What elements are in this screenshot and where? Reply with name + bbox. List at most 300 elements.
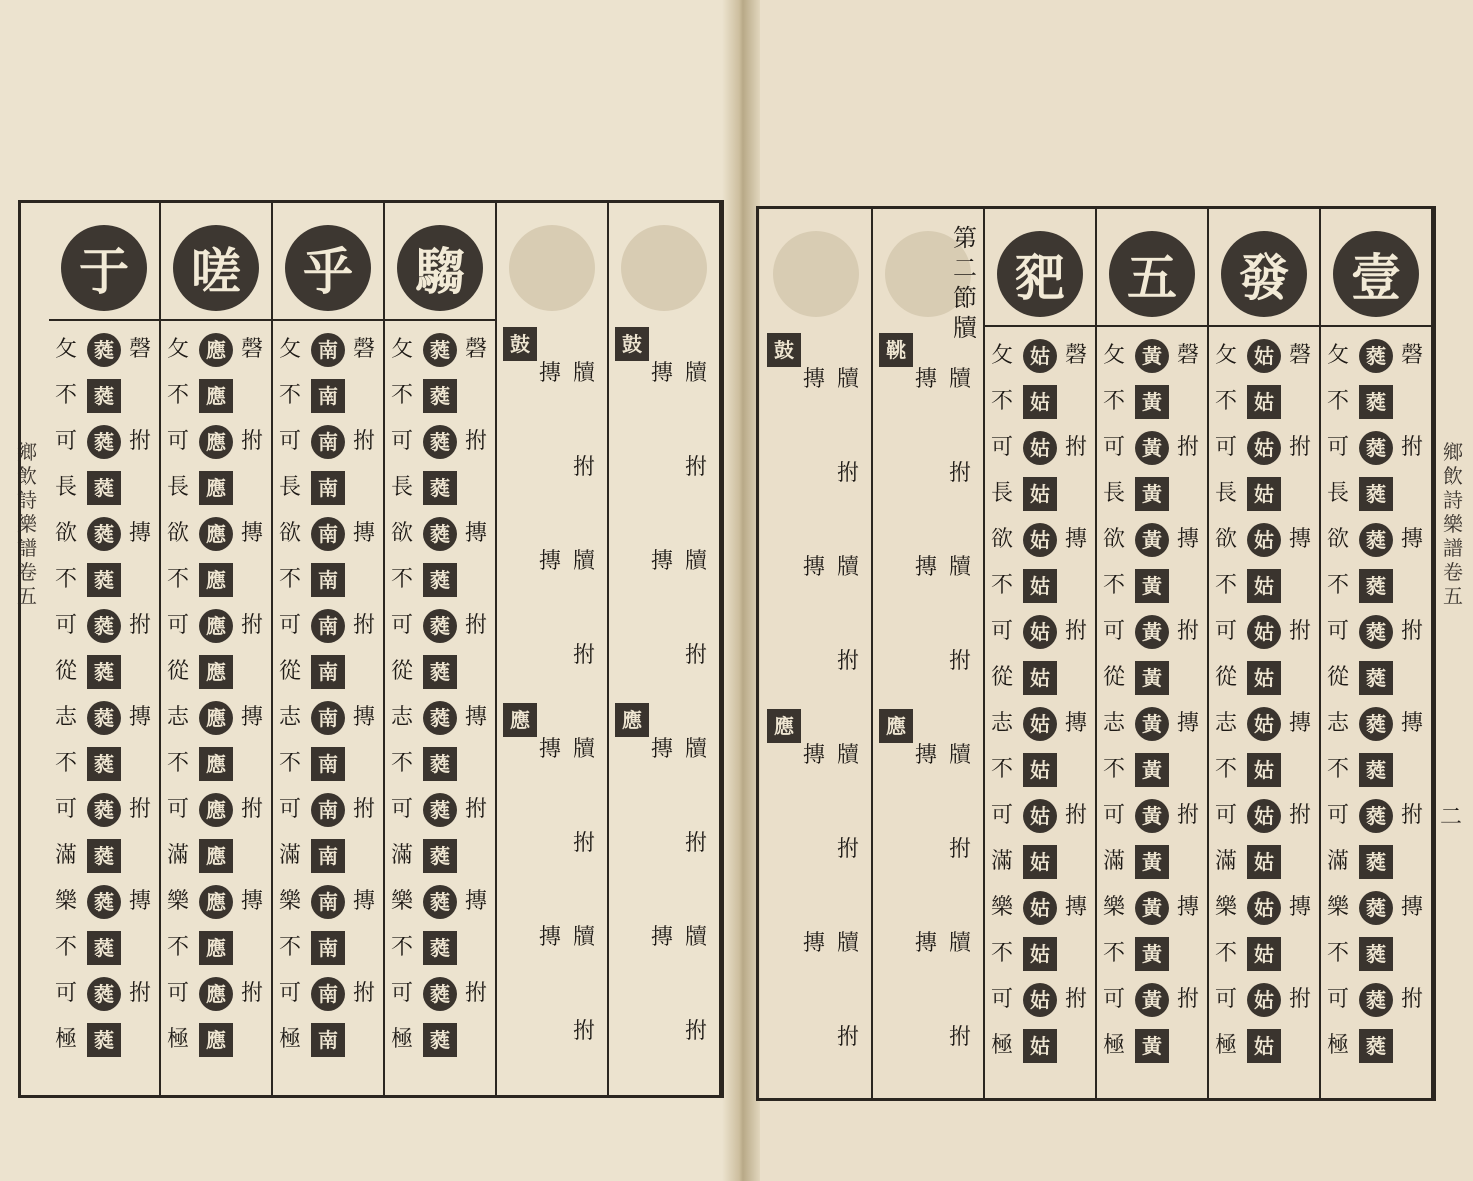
lyric-char: 不 bbox=[55, 751, 78, 776]
lyric-char: 志 bbox=[991, 711, 1014, 736]
pitch-seal: 應 bbox=[199, 471, 233, 505]
lyric-char: 不 bbox=[167, 383, 190, 408]
lyric-char: 從 bbox=[55, 659, 78, 684]
pitch-seal: 蕤 bbox=[423, 701, 457, 735]
pitch-seal: 姑 bbox=[1247, 615, 1281, 649]
drum-text: 牘 bbox=[949, 743, 972, 768]
pitch-seal: 南 bbox=[311, 701, 345, 735]
header-divider bbox=[49, 319, 159, 321]
pitch-seal: 姑 bbox=[1023, 799, 1057, 833]
percussion-note: 摶 bbox=[1289, 711, 1312, 736]
percussion-note: 磬 bbox=[353, 337, 376, 362]
lyric-char: 不 bbox=[279, 935, 302, 960]
lyric-char: 欲 bbox=[55, 521, 78, 546]
lyric-char: 可 bbox=[279, 613, 302, 638]
lyric-char: 長 bbox=[279, 475, 302, 500]
lyric-char: 極 bbox=[391, 1027, 414, 1052]
notation-lines bbox=[273, 323, 383, 1095]
pitch-seal: 姑 bbox=[1023, 339, 1057, 373]
lyric-char: 滿 bbox=[391, 843, 414, 868]
pitch-seal: 蕤 bbox=[87, 379, 121, 413]
lyric-char: 志 bbox=[279, 705, 302, 730]
pitch-seal: 南 bbox=[311, 931, 345, 965]
lyric-char: 從 bbox=[391, 659, 414, 684]
lyric-char: 不 bbox=[279, 383, 302, 408]
percussion-note: 磬 bbox=[129, 337, 152, 362]
pitch-seal: 蕤 bbox=[87, 563, 121, 597]
lyric-char: 不 bbox=[167, 935, 190, 960]
lyric-text-line bbox=[55, 327, 77, 1063]
lyric-char: 可 bbox=[1327, 619, 1350, 644]
lyric-column bbox=[161, 203, 273, 1095]
pitch-seal-line bbox=[199, 327, 233, 1063]
lyric-char: 可 bbox=[55, 613, 78, 638]
pitch-seal: 姑 bbox=[1247, 845, 1281, 879]
pitch-seal: 姑 bbox=[1023, 891, 1057, 925]
pitch-seal: 蕤 bbox=[1359, 891, 1393, 925]
pitch-seal: 姑 bbox=[1023, 1029, 1057, 1063]
drum-stroke: 摶 bbox=[803, 743, 826, 768]
lyric-character-seal: 乎 bbox=[285, 225, 371, 311]
lyric-char: 可 bbox=[1327, 987, 1350, 1012]
lyric-char: 長 bbox=[167, 475, 190, 500]
pitch-seal: 應 bbox=[199, 517, 233, 551]
section-char: 節 bbox=[953, 284, 977, 312]
lyric-text-line bbox=[1103, 333, 1125, 1069]
pitch-seal-line bbox=[311, 327, 345, 1063]
lyric-char: 可 bbox=[991, 987, 1014, 1012]
percussion-note: 拊 bbox=[1177, 619, 1200, 644]
lyric-char: 不 bbox=[55, 383, 78, 408]
drum-stroke: 摶 bbox=[915, 931, 938, 956]
lyric-char: 可 bbox=[1215, 987, 1238, 1012]
drum-text: 牘 bbox=[685, 549, 708, 574]
percussion-note: 摶 bbox=[129, 889, 152, 914]
percussion-note: 拊 bbox=[353, 797, 376, 822]
pitch-seal-line bbox=[1247, 333, 1281, 1069]
faded-seal bbox=[773, 231, 859, 317]
drum-text: 拊 bbox=[685, 831, 708, 856]
lyric-char: 可 bbox=[55, 981, 78, 1006]
lyric-char: 不 bbox=[991, 573, 1014, 598]
lyric-char: 不 bbox=[991, 757, 1014, 782]
drum-text: 拊 bbox=[949, 461, 972, 486]
lyric-char: 不 bbox=[991, 389, 1014, 414]
lyric-char: 樂 bbox=[1327, 895, 1350, 920]
lyric-char: 不 bbox=[391, 383, 414, 408]
pitch-seal: 蕤 bbox=[423, 379, 457, 413]
margin-char: 五 bbox=[1443, 584, 1463, 608]
lyric-char: 攵 bbox=[1215, 343, 1238, 368]
pitch-seal: 姑 bbox=[1023, 385, 1057, 419]
pitch-seal: 蕤 bbox=[1359, 431, 1393, 465]
percussion-column bbox=[609, 203, 721, 1095]
pitch-seal: 應 bbox=[199, 793, 233, 827]
drum-stroke: 摶 bbox=[651, 925, 674, 950]
percussion-note-line bbox=[1177, 333, 1199, 1023]
percussion-note: 摶 bbox=[353, 521, 376, 546]
pitch-seal: 姑 bbox=[1247, 523, 1281, 557]
lyric-char: 長 bbox=[55, 475, 78, 500]
pitch-seal: 蕤 bbox=[1359, 753, 1393, 787]
percussion-note: 拊 bbox=[1065, 803, 1088, 828]
pitch-seal: 蕤 bbox=[87, 517, 121, 551]
percussion-note: 摶 bbox=[241, 521, 264, 546]
pitch-seal: 南 bbox=[311, 885, 345, 919]
drum-text-line bbox=[573, 327, 595, 1079]
pitch-seal: 姑 bbox=[1023, 707, 1057, 741]
lyric-char: 不 bbox=[279, 751, 302, 776]
drum-text-line bbox=[685, 327, 707, 1079]
pitch-seal: 蕤 bbox=[423, 885, 457, 919]
pitch-seal: 姑 bbox=[1023, 523, 1057, 557]
drum-text: 牘 bbox=[685, 361, 708, 386]
header-cell bbox=[1209, 223, 1319, 325]
drum-text: 牘 bbox=[949, 931, 972, 956]
header-cell bbox=[161, 217, 271, 319]
header-divider bbox=[385, 319, 495, 321]
lyric-char: 不 bbox=[1327, 389, 1350, 414]
drum-box: 鼓 bbox=[503, 327, 537, 361]
percussion-note: 拊 bbox=[129, 613, 152, 638]
lyric-char: 從 bbox=[991, 665, 1014, 690]
margin-char: 飲 bbox=[1443, 464, 1463, 488]
percussion-note: 摶 bbox=[1065, 711, 1088, 736]
pitch-seal: 南 bbox=[311, 379, 345, 413]
pitch-seal: 黃 bbox=[1135, 339, 1169, 373]
pitch-seal: 黃 bbox=[1135, 983, 1169, 1017]
drum-box: 應 bbox=[503, 703, 537, 737]
lyric-char: 可 bbox=[167, 981, 190, 1006]
pitch-seal: 黃 bbox=[1135, 615, 1169, 649]
lyric-char: 可 bbox=[1215, 435, 1238, 460]
lyric-char: 不 bbox=[1103, 573, 1126, 598]
lyric-character-seal: 騶 bbox=[397, 225, 483, 311]
percussion-note: 拊 bbox=[1177, 987, 1200, 1012]
lyric-char: 長 bbox=[1215, 481, 1238, 506]
pitch-seal: 黃 bbox=[1135, 891, 1169, 925]
lyric-char: 樂 bbox=[1103, 895, 1126, 920]
pitch-seal: 南 bbox=[311, 563, 345, 597]
pitch-seal: 黃 bbox=[1135, 1029, 1169, 1063]
lyric-text-line bbox=[1215, 333, 1237, 1069]
header-cell bbox=[1321, 223, 1431, 325]
pitch-seal: 蕤 bbox=[87, 1023, 121, 1057]
header-cell bbox=[273, 217, 383, 319]
pitch-seal: 南 bbox=[311, 655, 345, 689]
lyric-char: 樂 bbox=[991, 895, 1014, 920]
drum-stroke: 摶 bbox=[651, 549, 674, 574]
pitch-seal: 蕤 bbox=[1359, 983, 1393, 1017]
lyric-char: 不 bbox=[167, 751, 190, 776]
lyric-char: 不 bbox=[1327, 941, 1350, 966]
lyric-char: 欲 bbox=[991, 527, 1014, 552]
pitch-seal: 蕤 bbox=[1359, 339, 1393, 373]
pitch-seal: 蕤 bbox=[87, 747, 121, 781]
percussion-note: 摶 bbox=[1065, 527, 1088, 552]
lyric-char: 不 bbox=[1215, 757, 1238, 782]
pitch-seal: 姑 bbox=[1023, 661, 1057, 695]
pitch-seal: 蕤 bbox=[87, 885, 121, 919]
drum-text: 拊 bbox=[837, 1025, 860, 1050]
lyric-char: 可 bbox=[1215, 619, 1238, 644]
lyric-char: 攵 bbox=[391, 337, 414, 362]
lyric-character-seal: 豝 bbox=[997, 231, 1083, 317]
pitch-seal: 蕤 bbox=[423, 517, 457, 551]
drum-text: 牘 bbox=[573, 737, 596, 762]
lyric-char: 極 bbox=[1215, 1033, 1238, 1058]
lyric-char: 欲 bbox=[1103, 527, 1126, 552]
percussion-note: 摶 bbox=[1289, 527, 1312, 552]
lyric-char: 攵 bbox=[55, 337, 78, 362]
pitch-seal: 姑 bbox=[1247, 983, 1281, 1017]
percussion-note: 摶 bbox=[1289, 895, 1312, 920]
lyric-char: 不 bbox=[1327, 573, 1350, 598]
lyric-char: 不 bbox=[991, 941, 1014, 966]
section-label bbox=[953, 223, 977, 343]
pitch-seal: 蕤 bbox=[87, 333, 121, 367]
percussion-note: 拊 bbox=[1401, 435, 1424, 460]
pitch-seal: 蕤 bbox=[87, 931, 121, 965]
lyric-char: 滿 bbox=[1215, 849, 1238, 874]
margin-char: 卷 bbox=[1443, 560, 1463, 584]
lyric-char: 志 bbox=[1327, 711, 1350, 736]
percussion-note: 磬 bbox=[1289, 343, 1312, 368]
faded-seal bbox=[621, 225, 707, 311]
pitch-seal: 蕤 bbox=[87, 655, 121, 689]
lyric-char: 極 bbox=[167, 1027, 190, 1052]
lyric-char: 可 bbox=[1103, 435, 1126, 460]
drum-stroke: 摶 bbox=[539, 925, 562, 950]
pitch-seal: 南 bbox=[311, 609, 345, 643]
lyric-char: 志 bbox=[1215, 711, 1238, 736]
lyric-char: 不 bbox=[391, 567, 414, 592]
pitch-seal-line bbox=[423, 327, 457, 1063]
lyric-char: 可 bbox=[1103, 987, 1126, 1012]
margin-char: 卷 bbox=[17, 560, 37, 584]
lyric-char: 志 bbox=[391, 705, 414, 730]
lyric-char: 欲 bbox=[1215, 527, 1238, 552]
pitch-seal: 姑 bbox=[1247, 569, 1281, 603]
drum-text: 牘 bbox=[573, 925, 596, 950]
pitch-seal: 蕤 bbox=[423, 977, 457, 1011]
pitch-seal: 黃 bbox=[1135, 477, 1169, 511]
lyric-char: 極 bbox=[991, 1033, 1014, 1058]
margin-char: 飲 bbox=[17, 464, 37, 488]
pitch-seal: 南 bbox=[311, 977, 345, 1011]
pitch-seal: 姑 bbox=[1247, 339, 1281, 373]
lyric-char: 可 bbox=[391, 981, 414, 1006]
lyric-char: 可 bbox=[1215, 803, 1238, 828]
drum-box: 應 bbox=[879, 709, 913, 743]
lyric-text-line bbox=[279, 327, 301, 1063]
header-cell bbox=[1097, 223, 1207, 325]
pitch-seal: 應 bbox=[199, 747, 233, 781]
drum-stroke: 摶 bbox=[803, 931, 826, 956]
lyric-char: 滿 bbox=[1327, 849, 1350, 874]
margin-char: 五 bbox=[17, 584, 37, 608]
percussion-note: 摶 bbox=[241, 889, 264, 914]
drum-text: 牘 bbox=[949, 555, 972, 580]
percussion-note: 拊 bbox=[241, 429, 264, 454]
lyric-char: 不 bbox=[391, 935, 414, 960]
lyric-char: 可 bbox=[1103, 803, 1126, 828]
percussion-note-line bbox=[465, 327, 487, 1017]
lyric-char: 可 bbox=[279, 797, 302, 822]
pitch-seal: 蕤 bbox=[1359, 661, 1393, 695]
drum-box: 鞉 bbox=[879, 333, 913, 367]
pitch-seal: 黃 bbox=[1135, 937, 1169, 971]
pitch-seal: 蕤 bbox=[1359, 845, 1393, 879]
percussion-note: 拊 bbox=[1401, 619, 1424, 644]
lyric-character-seal: 于 bbox=[61, 225, 147, 311]
right-score-frame bbox=[756, 206, 1436, 1101]
lyric-column bbox=[985, 209, 1097, 1098]
lyric-char: 不 bbox=[167, 567, 190, 592]
pitch-seal: 姑 bbox=[1023, 569, 1057, 603]
lyric-char: 長 bbox=[991, 481, 1014, 506]
percussion-note: 拊 bbox=[1065, 619, 1088, 644]
lyric-char: 可 bbox=[55, 429, 78, 454]
margin-char: 詩 bbox=[1443, 488, 1463, 512]
lyric-char: 極 bbox=[1327, 1033, 1350, 1058]
lyric-char: 志 bbox=[55, 705, 78, 730]
percussion-note-line bbox=[1401, 333, 1423, 1023]
drum-text: 拊 bbox=[685, 1019, 708, 1044]
percussion-note: 摶 bbox=[1401, 527, 1424, 552]
lyric-char: 長 bbox=[1327, 481, 1350, 506]
percussion-note: 拊 bbox=[465, 613, 488, 638]
lyric-char: 可 bbox=[391, 429, 414, 454]
drum-text: 拊 bbox=[949, 1025, 972, 1050]
percussion-note: 拊 bbox=[129, 429, 152, 454]
section-char: 第 bbox=[953, 224, 977, 252]
header-cell bbox=[609, 217, 719, 319]
lyric-char: 欲 bbox=[167, 521, 190, 546]
pitch-seal: 姑 bbox=[1247, 1029, 1281, 1063]
margin-char: 鄉 bbox=[17, 440, 37, 464]
lyric-char: 滿 bbox=[991, 849, 1014, 874]
percussion-note: 摶 bbox=[1065, 895, 1088, 920]
drum-stroke: 摶 bbox=[915, 367, 938, 392]
lyric-char: 可 bbox=[167, 797, 190, 822]
pitch-seal: 蕤 bbox=[423, 839, 457, 873]
pitch-seal: 南 bbox=[311, 333, 345, 367]
pitch-seal: 黃 bbox=[1135, 385, 1169, 419]
drum-text: 牘 bbox=[685, 925, 708, 950]
pitch-seal: 黃 bbox=[1135, 523, 1169, 557]
pitch-seal: 蕤 bbox=[1359, 799, 1393, 833]
pitch-seal: 南 bbox=[311, 425, 345, 459]
percussion-note: 拊 bbox=[353, 429, 376, 454]
lyric-char: 可 bbox=[55, 797, 78, 822]
book-gutter bbox=[722, 0, 760, 1181]
header-divider bbox=[1321, 325, 1431, 327]
lyric-char: 攵 bbox=[1103, 343, 1126, 368]
lyric-character-seal: 壹 bbox=[1333, 231, 1419, 317]
lyric-char: 滿 bbox=[55, 843, 78, 868]
pitch-seal: 蕤 bbox=[87, 793, 121, 827]
pitch-seal: 蕤 bbox=[1359, 569, 1393, 603]
lyric-char: 樂 bbox=[1215, 895, 1238, 920]
header-divider bbox=[985, 325, 1095, 327]
lyric-char: 從 bbox=[167, 659, 190, 684]
margin-char: 樂 bbox=[17, 512, 37, 536]
lyric-column bbox=[49, 203, 161, 1095]
drum-text: 拊 bbox=[949, 837, 972, 862]
pitch-seal: 姑 bbox=[1247, 799, 1281, 833]
percussion-note: 摶 bbox=[1177, 895, 1200, 920]
percussion-note: 摶 bbox=[465, 705, 488, 730]
pitch-seal: 蕤 bbox=[423, 1023, 457, 1057]
drum-box: 鼓 bbox=[615, 327, 649, 361]
drum-text: 拊 bbox=[685, 643, 708, 668]
pitch-seal: 南 bbox=[311, 1023, 345, 1057]
pitch-seal: 黃 bbox=[1135, 431, 1169, 465]
lyric-char: 從 bbox=[1327, 665, 1350, 690]
lyric-char: 不 bbox=[1215, 941, 1238, 966]
header-cell bbox=[497, 217, 607, 319]
drum-text: 拊 bbox=[573, 831, 596, 856]
percussion-note: 拊 bbox=[1065, 435, 1088, 460]
pitch-seal: 蕤 bbox=[87, 609, 121, 643]
drum-text: 牘 bbox=[837, 367, 860, 392]
pitch-seal: 蕤 bbox=[1359, 937, 1393, 971]
pitch-seal: 姑 bbox=[1023, 477, 1057, 511]
notation-lines bbox=[985, 329, 1095, 1098]
notation-lines bbox=[1209, 329, 1319, 1098]
pitch-seal: 南 bbox=[311, 471, 345, 505]
pitch-seal: 蕤 bbox=[87, 701, 121, 735]
drum-text: 拊 bbox=[949, 649, 972, 674]
pitch-seal: 姑 bbox=[1247, 431, 1281, 465]
lyric-char: 不 bbox=[1103, 389, 1126, 414]
notation-lines bbox=[161, 323, 271, 1095]
lyric-char: 可 bbox=[167, 613, 190, 638]
percussion-note: 拊 bbox=[465, 797, 488, 822]
header-cell bbox=[385, 217, 495, 319]
pitch-seal-line bbox=[1359, 333, 1393, 1069]
pitch-seal: 蕤 bbox=[423, 931, 457, 965]
pitch-seal: 蕤 bbox=[1359, 615, 1393, 649]
lyric-character-seal: 嗟 bbox=[173, 225, 259, 311]
pitch-seal: 蕤 bbox=[87, 839, 121, 873]
percussion-note: 摶 bbox=[1177, 527, 1200, 552]
lyric-char: 不 bbox=[391, 751, 414, 776]
drum-stroke: 摶 bbox=[539, 361, 562, 386]
pitch-seal: 姑 bbox=[1023, 983, 1057, 1017]
pitch-seal: 蕤 bbox=[423, 793, 457, 827]
pitch-seal: 姑 bbox=[1247, 477, 1281, 511]
header-divider bbox=[1097, 325, 1207, 327]
pitch-seal: 黃 bbox=[1135, 707, 1169, 741]
pitch-seal: 黃 bbox=[1135, 799, 1169, 833]
lyric-char: 可 bbox=[279, 981, 302, 1006]
lyric-char: 可 bbox=[991, 435, 1014, 460]
pitch-seal: 姑 bbox=[1247, 661, 1281, 695]
percussion-note: 拊 bbox=[129, 797, 152, 822]
percussion-note: 拊 bbox=[1401, 803, 1424, 828]
pitch-seal: 蕤 bbox=[423, 425, 457, 459]
percussion-column bbox=[497, 203, 609, 1095]
pitch-seal: 蕤 bbox=[423, 655, 457, 689]
pitch-seal: 蕤 bbox=[423, 333, 457, 367]
drum-text: 拊 bbox=[837, 837, 860, 862]
percussion-note-line bbox=[129, 327, 151, 1017]
percussion-note: 拊 bbox=[465, 981, 488, 1006]
drum-text: 牘 bbox=[685, 737, 708, 762]
percussion-column bbox=[761, 209, 873, 1098]
